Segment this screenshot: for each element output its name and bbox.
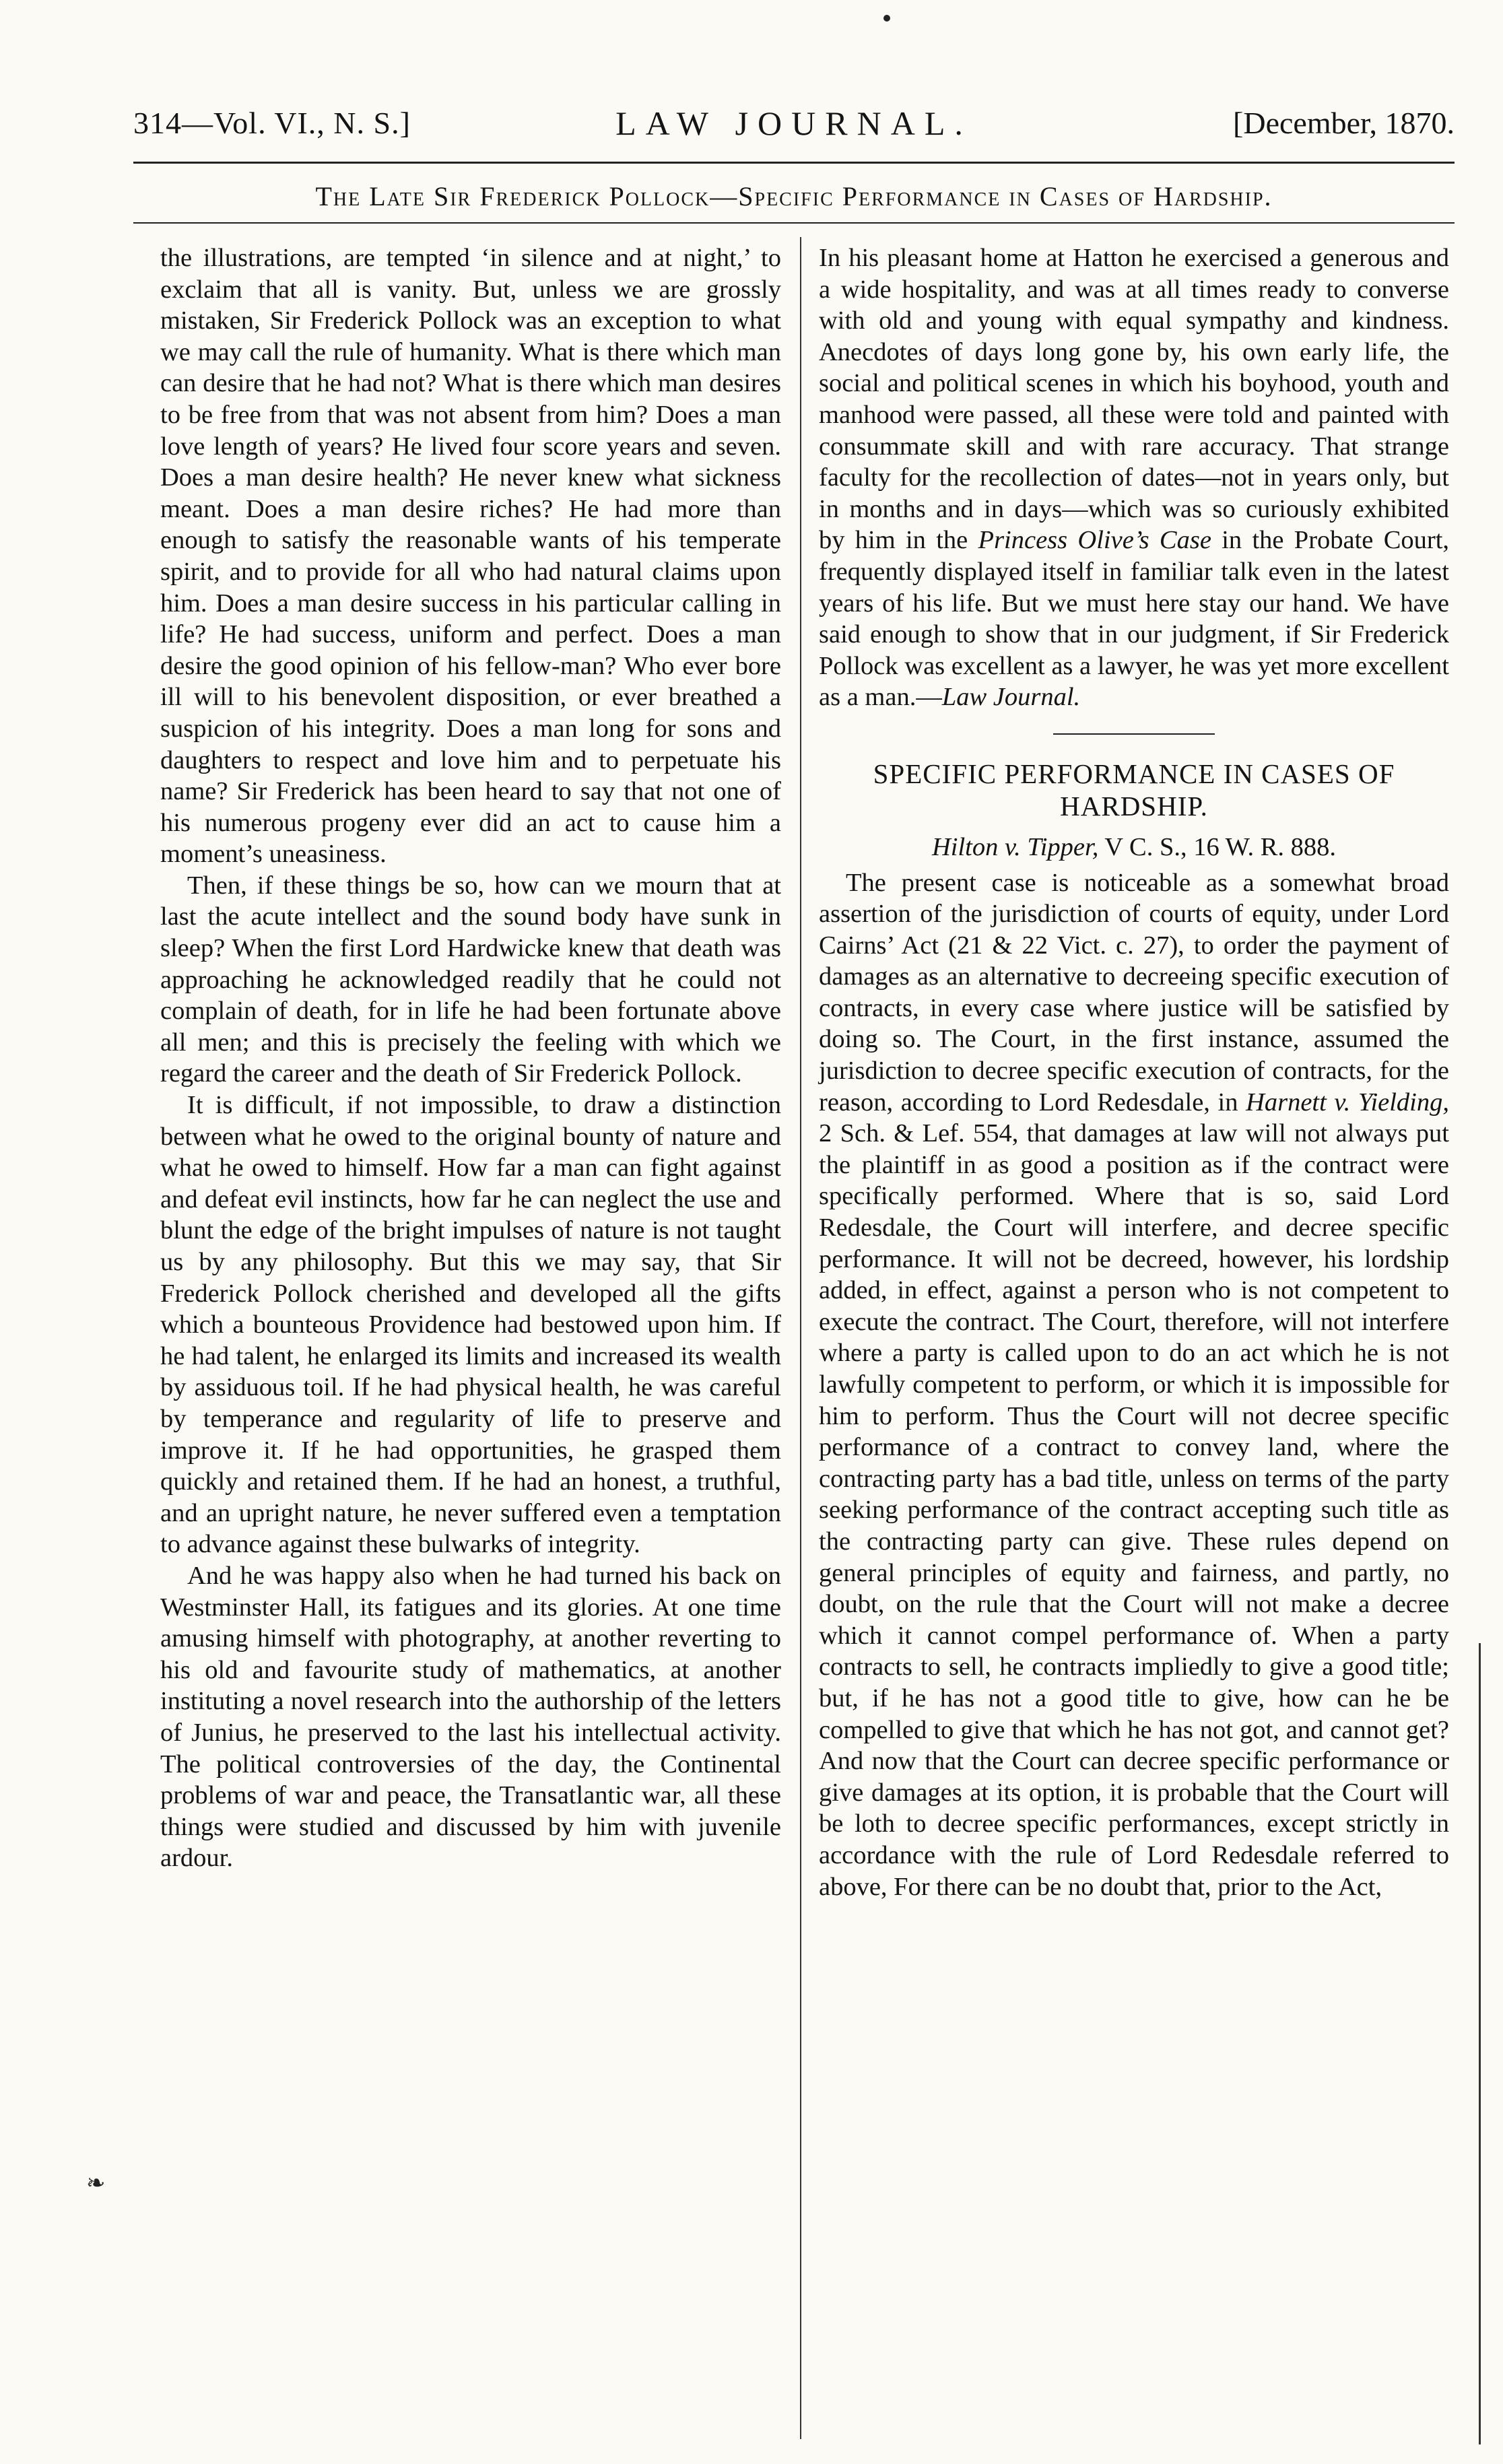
issue-date: [December, 1870. (1233, 106, 1455, 140)
paragraph-text: In his pleasant home at Hatton he exercised a generous and a wide hospitality, and was at all times ready to converse with old and young with equal sympathy and kindness. Anecdotes of days long gone by, his own early life, the social and political scenes in which his boyhood, youth and manhood were passed, all these were told and painted with consummate skill and with rare accuracy. That strange faculty for the recollection of dates—not in years only, but in months and in days—which was so curiously exhibited by him in the (819, 244, 1449, 555)
article-separator (1053, 733, 1215, 735)
paragraph: It is difficult, if not impossible, to draw a distinction between what he owed to the original bounty of nature and what he owed to himself. How far a man can fight against and defeat evil instincts, how far he can neglect the use and blunt the edge of the bright impulses of nature is not taught us by any philosophy. But this we may say, that Sir Frederick Pollock cherished and developed all the gifts which a bounteous Providence had bestowed upon him. If he had talent, he enlarged its limits and increased its wealth by assiduous toil. If he had physical health, he was careful by temperance and regularity of life to preserve and improve it. If he had opportunities, he grasped them quickly and retained them. If he had an honest, a truthful, and an upright nature, he never suffered even a temptation to advance against these bulwarks of integrity. (160, 1091, 781, 1559)
paragraph (819, 242, 1449, 713)
margin-rule (1479, 1643, 1481, 2444)
paragraph-text: in the Probate Court, frequently displayed itself in familiar talk even in the latest years of his life. But we must here stay our hand. We have said enough to show that in our judgment, if Sir Frederick Pollock was excellent as a lawyer, he was yet more excellent as a man.— (819, 526, 1450, 712)
citation-reference: V C. S., 16 W. R. 888. (1104, 832, 1337, 861)
margin-mark: ❧ (86, 2171, 106, 2196)
case-name: Harnett v. Yielding, (1246, 1088, 1449, 1117)
paragraph: And he was happy also when he had turned his back on Westminster Hall, its fatigues and its glories. At one time amusing himself with photography, at another reverting to his old and favourite study of mathematics, at another instituting a novel research into the authorship of the letters of Junius, he preserved to the last his intellectual activity. The political controversies of the day, the Continental problems of war and peace, the Transatlantic war, all these things were studied and discussed by him with juvenile ardour. (160, 1561, 781, 1873)
paragraph (819, 867, 1449, 1903)
paragraph-text: 2 Sch. & Lef. 554, that damages at law will not always put the plaintiff in as good a position as if the contract were specifically performed. Where that is so, said Lord Redesdale, the Court will interfere, and decree specific performance. It will not be decreed, however, his lordship added, in effect, against a person who is not competent to execute the contract. The Court, therefore, will not interfere where a party is called upon to do an act which he is not lawfully competent to perform, or which it is impossible for him to perform. Thus the Court will not decree specific performance of a contract to convey land, where the contracting party has a bad title, unless on terms of the party seeking performance of the contract accepting such title as the contracting party can give. These rules depend on general principles of equity and fairness, and partly, no doubt, on the rule that the Court will not make a decree which it cannot compel performance of. When a party contracts to sell, he contracts impliedly to give a good title; but, if he has not a good title to give, how can he be compelled to give that which he has not got, and cannot get? And now that the Court can decree specific performance or give damages at its option, it is probable that the Court will be loth to decree specific performances, except strictly in accordance with the rule of Lord Redesdale referred to above, For there can be no doubt that, prior to the Act, (819, 1119, 1449, 1901)
journal-title: LAW JOURNAL. (615, 104, 972, 142)
paragraph: the illustrations, are tempted ‘in silence and at night,’ to exclaim that all is vanity. But, unless we are grossly mistaken, Sir Frederick Pollock was an exception to what we may call the rule of humanity. What is there which man can desire that he had not? What is there which man desires to be free from that was not absent from him? Does a man love length of years? He lived four score years and seven. Does a man desire health? He never knew what sickness meant. Does a man desire riches? He had more than enough to satisfy the reasonable wants of his temperate spirit, and to provide for all who had natural claims upon him. Does a man desire success in his particular calling in life? He had success, uniform and perfect. Does a man desire the good opinion of his fellow-man? Who ever bore ill will to his benevolent disposition, or ever breathed a suspicion of his integrity. Does a man long for sons and daughters to respect and love him and to perpetuate his name? Sir Frederick has been heard to say that not one of his numerous progeny ever did an act to cause him a moment’s uneasiness. (160, 244, 781, 869)
right-column (819, 242, 1449, 1902)
paragraph-text: The present case is noticeable as a somewhat broad assertion of the jurisdiction of courts of equity, under Lord Cairns’ Act (21 & 22 Vict. c. 27), to order the payment of damages as an alternative to decreeing specific execution of contracts, in every case where justice will be satisfied by doing so. The Court, in the first instance, assumed the jurisdiction to decree specific execution of contracts, for the reason, according to Lord Redesdale, in (819, 868, 1449, 1117)
ink-speck (883, 15, 890, 22)
section-rule (133, 222, 1455, 224)
header-rule (133, 162, 1455, 164)
page-volume-label: 314—Vol. VI., N. S.] (133, 106, 411, 140)
column-divider (800, 237, 801, 2439)
section-heading: The Late Sir Frederick Pollock—Specific Performance in Cases of Hardship. (315, 181, 1273, 211)
citation-case-name: Hilton v. Tipper, (931, 832, 1099, 861)
case-citation (819, 832, 1449, 863)
paragraph: Then, if these things be so, how can we mourn that at last the acute intellect and the sound body have sunk in sleep? When the first Lord Hardwicke knew that death was approaching he acknowledged readily that he could not complain of death, for in life he had been fortunate above all men; and this is precisely the feeling with which we regard the career and the death of Sir Frederick Pollock. (160, 871, 781, 1088)
case-name: Princess Olive’s Case (978, 526, 1211, 555)
source-signoff: Law Journal. (941, 683, 1081, 712)
left-column (160, 242, 781, 1874)
running-head (133, 100, 1455, 147)
article-title: SPECIFIC PERFORMANCE IN CASES OF HARDSHIP. (873, 758, 1395, 822)
